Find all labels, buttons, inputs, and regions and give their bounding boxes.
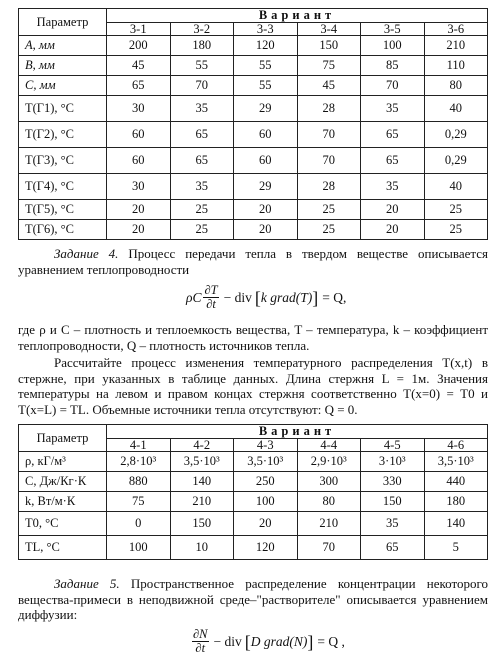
table-cell: 60: [107, 148, 171, 174]
table-cell: 40: [424, 96, 488, 122]
diffusion-equation: $\frac{\partial N}{\partial t}$ − div [ D grad(N) ] = Q ,: [193, 627, 345, 655]
table-cell: 25: [170, 220, 234, 240]
table-cell: 20: [361, 220, 425, 240]
row-label: C, мм: [19, 76, 107, 96]
table-cell: 75: [107, 492, 171, 512]
table-cell: 20: [361, 200, 425, 220]
table-row: [19, 220, 488, 240]
task5-intro: Задание 5. Пространственное распределение концентрации некоторого вещества-примеси в неподвижной среде–"растворителе" описывается уравнением диффузии:: [18, 576, 489, 622]
table-cell: 200: [107, 36, 171, 56]
table-cell: 300: [297, 472, 361, 492]
table-cell: 65: [361, 536, 425, 560]
table-cell: 0,29: [424, 122, 488, 148]
table-cell: 35: [361, 512, 425, 536]
table-cell: 5: [424, 536, 488, 560]
table-cell: 0: [107, 512, 171, 536]
table-cell: 10: [170, 536, 234, 560]
row-label: T(Γ2), °C: [19, 122, 107, 148]
variant-id: 3-6: [424, 22, 488, 36]
table-cell: 75: [297, 56, 361, 76]
table-cell: 25: [297, 220, 361, 240]
time-derivative: $\frac{\partial N}{\partial t}$: [193, 627, 208, 655]
table-cell: 150: [361, 492, 425, 512]
row-label: A, мм: [19, 36, 107, 56]
table-row: [19, 512, 488, 536]
table-row: [19, 536, 488, 560]
table-cell: 120: [234, 36, 298, 56]
task4-intro: Задание 4. Процесс передачи тепла в твердом веществе описывается уравнением теплопроводности: [18, 246, 488, 277]
table-cell: 180: [424, 492, 488, 512]
variant-id: 4-6: [424, 438, 488, 452]
variant-id: 3-3: [234, 22, 298, 36]
table-cell: 20: [234, 200, 298, 220]
row-label: ρ, кГ/м³: [19, 452, 107, 472]
table-cell: 20: [234, 512, 298, 536]
table-cell: 330: [361, 472, 425, 492]
table-cell: 150: [297, 36, 361, 56]
row-label: k, Вт/м·К: [19, 492, 107, 512]
table-cell: 210: [170, 492, 234, 512]
table-cell: 70: [297, 536, 361, 560]
table-cell: 100: [361, 36, 425, 56]
table-cell: 45: [297, 76, 361, 96]
table-row: [19, 472, 488, 492]
table-cell: 3·10³: [361, 452, 425, 472]
table-row: [19, 76, 488, 96]
variant-id: 4-3: [234, 438, 298, 452]
variant-id: 3-4: [297, 22, 361, 36]
table-cell: 30: [107, 174, 171, 200]
table-cell: 100: [234, 492, 298, 512]
table-cell: 28: [297, 96, 361, 122]
table-cell: 20: [234, 220, 298, 240]
row-label: T(Γ5), °C: [19, 200, 107, 220]
table-row: [19, 200, 488, 220]
table-row: [19, 36, 488, 56]
table-cell: 30: [107, 96, 171, 122]
table-cell: 180: [170, 36, 234, 56]
variant-id: 3-1: [107, 22, 171, 36]
variant-id: 4-4: [297, 438, 361, 452]
table-cell: 60: [234, 122, 298, 148]
variant-id: 4-5: [361, 438, 425, 452]
table-cell: 25: [170, 200, 234, 220]
table-cell: 65: [107, 76, 171, 96]
table-cell: 100: [107, 536, 171, 560]
table-cell: 65: [361, 148, 425, 174]
table-cell: 35: [361, 96, 425, 122]
table-row: [19, 122, 488, 148]
table-cell: 880: [107, 472, 171, 492]
table-cell: 35: [170, 174, 234, 200]
table-cell: 0,29: [424, 148, 488, 174]
variant-header: Вариант: [107, 425, 488, 439]
table-cell: 3,5·10³: [234, 452, 298, 472]
row-label: T(Γ4), °C: [19, 174, 107, 200]
table-cell: 2,8·10³: [107, 452, 171, 472]
table-cell: 70: [170, 76, 234, 96]
table-cell: 29: [234, 174, 298, 200]
table-cell: 440: [424, 472, 488, 492]
table-cell: 40: [424, 174, 488, 200]
table-cell: 60: [107, 122, 171, 148]
table-cell: 80: [424, 76, 488, 96]
table-cell: 70: [361, 76, 425, 96]
table-cell: 28: [297, 174, 361, 200]
table-cell: 25: [424, 200, 488, 220]
table-cell: 120: [234, 536, 298, 560]
table-cell: 65: [361, 122, 425, 148]
table-cell: 45: [107, 56, 171, 76]
heat-equation: ρC $\frac{\partial T}{\partial t}$ − div [ k grad(T) ] = Q,: [186, 283, 347, 311]
table-cell: 20: [107, 220, 171, 240]
table-cell: 35: [170, 96, 234, 122]
param-header: Параметр: [19, 9, 107, 36]
variant-table-4: [18, 424, 488, 560]
table-cell: 55: [170, 56, 234, 76]
table-cell: 55: [234, 76, 298, 96]
row-label: T0, °C: [19, 512, 107, 536]
task5-heading: Задание 5.: [54, 576, 120, 591]
table-cell: 35: [361, 174, 425, 200]
table-cell: 210: [297, 512, 361, 536]
table-row: [19, 452, 488, 472]
table-cell: 20: [107, 200, 171, 220]
time-derivative: $\frac{\partial T}{\partial t}$: [204, 283, 218, 311]
table-cell: 140: [170, 472, 234, 492]
variant-id: 3-2: [170, 22, 234, 36]
table-row: [19, 148, 488, 174]
table-cell: 65: [170, 148, 234, 174]
table-cell: 3,5·10³: [170, 452, 234, 472]
table-row: [19, 174, 488, 200]
table-cell: 60: [234, 148, 298, 174]
row-label: T(Γ6), °C: [19, 220, 107, 240]
table-cell: 25: [297, 200, 361, 220]
variant-id: 4-1: [107, 438, 171, 452]
table-cell: 150: [170, 512, 234, 536]
table-cell: 210: [424, 36, 488, 56]
table-cell: 3,5·10³: [424, 452, 488, 472]
task4-where: где ρ и C – плотность и теплоемкость вещества, T – температура, k – коэффициент теплопроводности, Q – плотность источников тепла.: [18, 322, 488, 353]
table-row: [19, 56, 488, 76]
table-cell: 2,9·10³: [297, 452, 361, 472]
variant-id: 4-2: [170, 438, 234, 452]
row-label: TL, °C: [19, 536, 107, 560]
param-header: Параметр: [19, 425, 107, 452]
table-cell: 70: [297, 148, 361, 174]
table-row: [19, 492, 488, 512]
variant-id: 3-5: [361, 22, 425, 36]
table-cell: 70: [297, 122, 361, 148]
table-cell: 80: [297, 492, 361, 512]
row-label: B, мм: [19, 56, 107, 76]
variant-header: Вариант: [107, 9, 488, 23]
row-label: T(Γ1), °C: [19, 96, 107, 122]
table-cell: 85: [361, 56, 425, 76]
variant-table-3: [18, 8, 488, 240]
task4-task: Рассчитайте процесс изменения температурного распределения T(x,t) в стержне, при указанных в таблице данных. Длина стержня L = 1м. Значения температуры на левом и правом концах стержня соответственно T(x=0) = T0 и T(x=L) = TL. Объемные источники тепла отсутствуют: Q = 0.: [18, 355, 488, 417]
table-cell: 110: [424, 56, 488, 76]
table-cell: 55: [234, 56, 298, 76]
table-cell: 29: [234, 96, 298, 122]
row-label: C, Дж/Кг·К: [19, 472, 107, 492]
table-cell: 65: [170, 122, 234, 148]
table-row: [19, 96, 488, 122]
row-label: T(Γ3), °C: [19, 148, 107, 174]
table-cell: 25: [424, 220, 488, 240]
table-cell: 250: [234, 472, 298, 492]
task4-heading: Задание 4.: [54, 246, 119, 261]
table-cell: 140: [424, 512, 488, 536]
